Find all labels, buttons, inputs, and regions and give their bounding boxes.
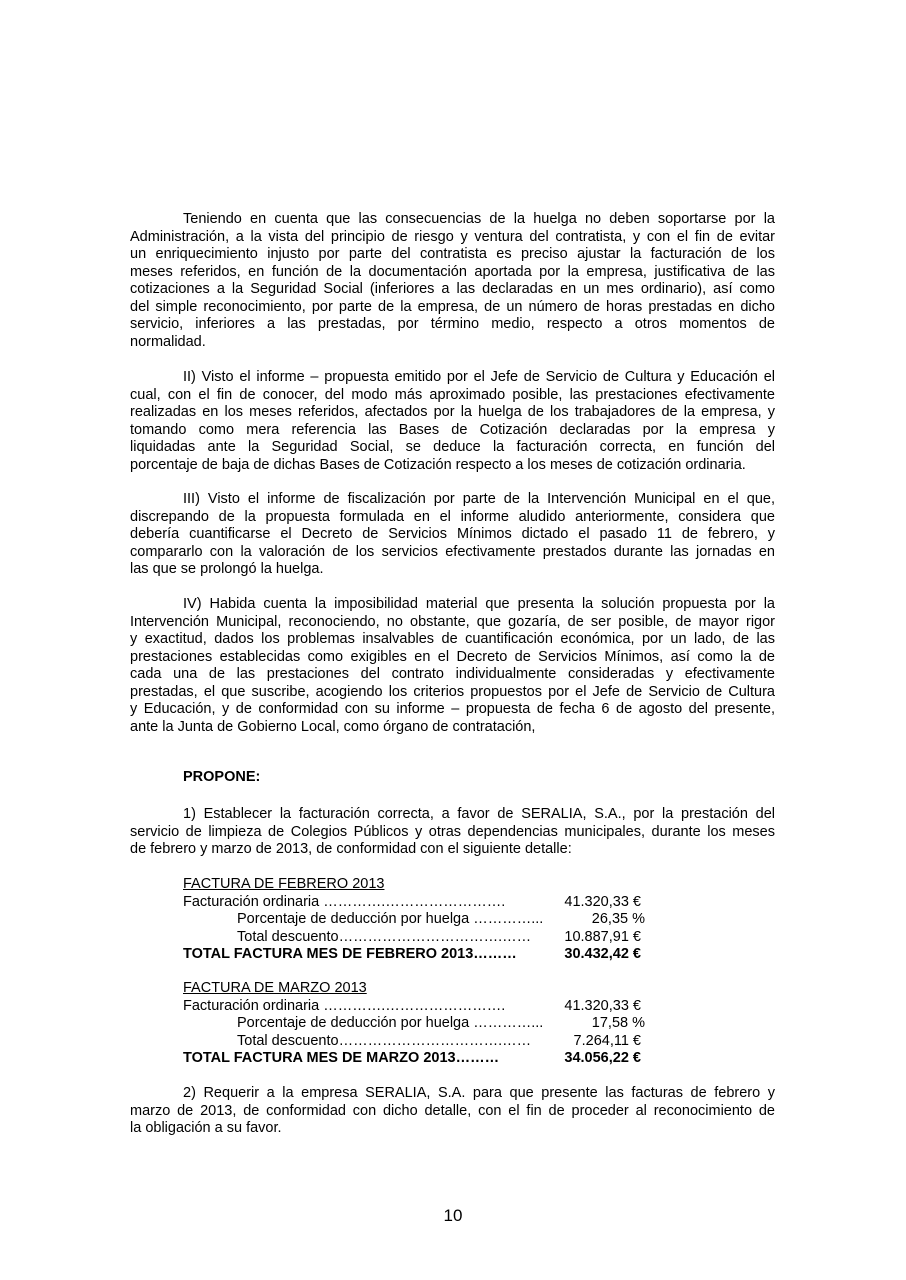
total-row [183, 1050, 653, 1068]
row-value: 7.264,11 € [573, 1032, 641, 1049]
text-line: meses referidos, en función de la documentación aportada por la empresa, justificativa de las [130, 263, 775, 280]
text-line: III) Visto el informe de fiscalización por parte de la Intervención Municipal en el que, [183, 491, 775, 507]
row-label: Facturación ordinaria ………….……………………. [183, 893, 506, 910]
paragraph-consideration [130, 211, 775, 351]
discount-row [183, 929, 653, 947]
row-value: 26,35 % [591, 911, 645, 927]
text-line: la obligación a su favor. [130, 1120, 282, 1136]
ordinary-row [183, 894, 653, 912]
row-label: Porcentaje de deducción por huelga …………... [237, 1015, 544, 1031]
row-value: 30.432,42 € [564, 946, 641, 962]
text-line: tomando como mera referencia las Bases de Cotización declaradas por la empresa y [130, 421, 775, 438]
text-line: liquidadas ante la Seguridad Social, se deduce la facturación correcta, en función del [130, 439, 775, 455]
text-line: un enriquecimiento injusto por parte del contratista es preciso ajustar la facturación de los [130, 246, 775, 262]
paragraph-proposal-1 [130, 806, 775, 859]
propone-heading: PROPONE: [183, 769, 261, 785]
text-line: ante la Junta de Gobierno Local, como órgano de contratación, [130, 718, 536, 735]
paragraph-iv [130, 596, 775, 736]
text-line: prestaciones establecidas como exigibles en el Decreto de Servicios Mínimos, así como la de [130, 648, 775, 665]
total-row [183, 946, 653, 964]
invoice-february [183, 876, 653, 964]
text-line: servicio, inferiores a las prestadas, por término medio, respecto a otros momentos de [130, 316, 775, 332]
text-line: IV) Habida cuenta la imposibilidad material que presenta la solución propuesta por la [183, 596, 775, 612]
text-line: marzo de 2013, de conformidad con dicho detalle, con el fin de proceder al reconocimiento de [130, 1102, 775, 1119]
text-line: las que se prolongó la huelga. [130, 561, 324, 577]
paragraph-proposal-2 [130, 1085, 775, 1138]
row-value: 10.887,91 € [564, 928, 641, 945]
text-line: cada una de las prestaciones del contrato individualmente consideradas y efectivamente [130, 666, 775, 682]
discount-row [183, 1033, 653, 1051]
text-line: cotizaciones a la Seguridad Social (inferiores a las declaradas en un mes ordinario), así como [130, 281, 775, 297]
row-label: Porcentaje de deducción por huelga …………... [237, 911, 544, 927]
text-line: 1) Establecer la facturación correcta, a favor de SERALIA, S.A., por la prestación del [183, 806, 775, 822]
text-line: debería cuantificarse el Decreto de Servicios Mínimos dictado el pasado 11 de febrero, y [130, 526, 775, 542]
text-line: del simple reconocimiento, por parte de la empresa, de un número de horas prestadas en dicho [130, 298, 775, 315]
row-value: 41.320,33 € [564, 893, 641, 910]
text-line: prestadas, el que suscribe, acogiendo los criterios propuestos por el Jefe de Servicio de Cultura [130, 683, 775, 700]
text-line: compararlo con la valoración de los servicios efectivamente prestados durante las jornadas en [130, 543, 775, 560]
text-line: normalidad. [130, 333, 206, 350]
text-line: Administración, a la vista del principio de riesgo y ventura del contratista, y con el fin de evitar [130, 228, 775, 245]
row-label: TOTAL FACTURA MES DE MARZO 2013……… [183, 1050, 500, 1066]
invoice-march [183, 980, 653, 1068]
deduction-percent-row [183, 1015, 653, 1033]
text-line: II) Visto el informe – propuesta emitido por el Jefe de Servicio de Cultura y Educación el [183, 369, 775, 385]
text-line: Intervención Municipal, reconociendo, no obstante, que gozaría, de ser posible, de mayor rigor [130, 613, 775, 630]
text-line: realizadas en los meses referidos, afectados por la huelga de los trabajadores de la empresa, y [130, 404, 775, 420]
invoice-title: FACTURA DE MARZO 2013 [183, 980, 367, 996]
text-line: porcentaje de baja de dichas Bases de Cotización respecto a los meses de cotización ordinaria. [130, 456, 746, 473]
ordinary-row [183, 998, 653, 1016]
text-line: y exactitud, dados los problemas insalvables de cuantificación económica, por un lado, de las [130, 631, 775, 647]
text-line: Teniendo en cuenta que las consecuencias de la huelga no deben soportarse por la [183, 211, 775, 227]
row-value: 17,58 % [591, 1015, 645, 1031]
row-label: Total descuento…………………………….…… [237, 1032, 532, 1049]
text-line: de febrero y marzo de 2013, de conformidad con el siguiente detalle: [130, 841, 572, 857]
deduction-percent-row [183, 911, 653, 929]
row-label: TOTAL FACTURA MES DE FEBRERO 2013……… [183, 946, 517, 962]
row-value: 34.056,22 € [564, 1050, 641, 1066]
paragraph-ii [130, 369, 775, 474]
page-number: 10 [443, 1206, 463, 1225]
invoice-title: FACTURA DE FEBRERO 2013 [183, 876, 385, 892]
paragraph-iii [130, 491, 775, 579]
text-line: y Educación, y de conformidad con su informe – propuesta de fecha 6 de agosto del presente, [130, 701, 775, 717]
row-label: Facturación ordinaria ………….……………………. [183, 997, 506, 1014]
text-line: servicio de limpieza de Colegios Públicos y otras dependencias municipales, durante los meses [130, 823, 775, 840]
row-label: Total descuento…………………………….…… [237, 928, 532, 945]
row-value: 41.320,33 € [564, 997, 641, 1014]
text-line: 2) Requerir a la empresa SERALIA, S.A. para que presente las facturas de febrero y [183, 1085, 775, 1101]
text-line: cual, con el fin de conocer, del modo más aproximado posible, las prestaciones efectivamente [130, 386, 775, 403]
text-line: discrepando de la propuesta formulada en el informe aludido anteriormente, considera que [130, 508, 775, 525]
